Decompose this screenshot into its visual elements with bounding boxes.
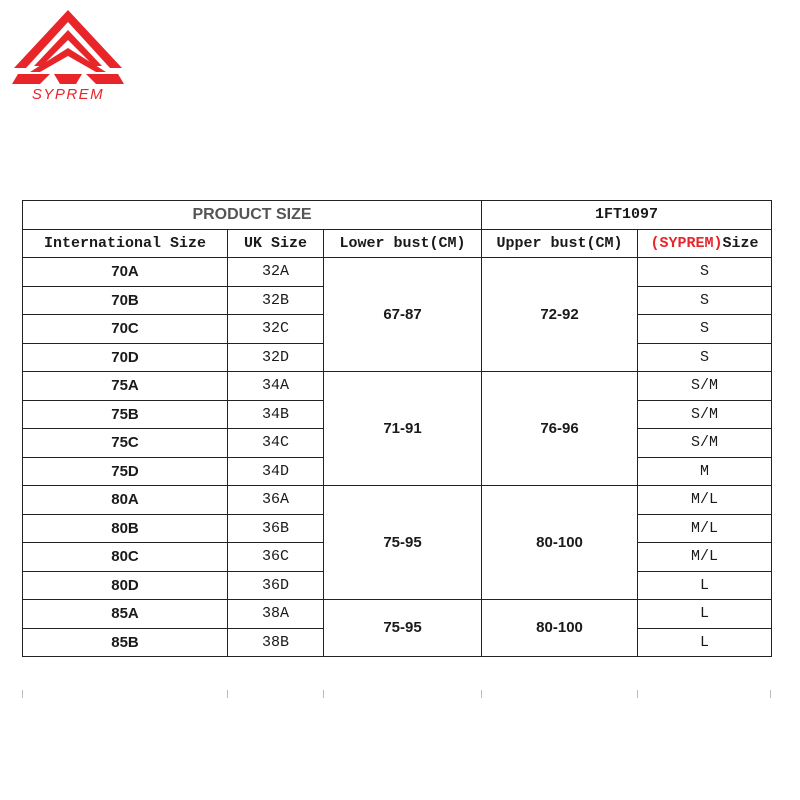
brand-logo	[10, 8, 126, 104]
upper-bust-cell: 80-100	[482, 600, 638, 657]
product-code: 1FT1097	[482, 201, 772, 230]
international-size-cell: 80B	[23, 514, 228, 543]
international-size-cell: 85B	[23, 628, 228, 657]
header-brand-size	[638, 229, 772, 258]
table-row	[23, 258, 772, 287]
brand-size-cell: M	[638, 457, 772, 486]
international-size-cell: 80D	[23, 571, 228, 600]
lower-bust-cell: 75-95	[324, 486, 482, 600]
brand-size-cell: S/M	[638, 372, 772, 401]
logo-text: SYPREM	[31, 86, 105, 103]
size-chart-table	[22, 200, 772, 657]
uk-size-cell: 34B	[228, 400, 324, 429]
uk-size-cell: 34D	[228, 457, 324, 486]
divider-tick	[22, 690, 23, 698]
brand-size-cell: S	[638, 343, 772, 372]
divider-tick	[323, 690, 324, 698]
title-row	[23, 201, 772, 230]
header-international-size: International Size	[23, 229, 228, 258]
divider-tick	[227, 690, 228, 698]
table-row	[23, 486, 772, 515]
header-brand: (SYPREM)	[650, 234, 723, 252]
international-size-cell: 80C	[23, 543, 228, 572]
lower-bust-cell: 67-87	[324, 258, 482, 372]
international-size-cell: 75D	[23, 457, 228, 486]
divider-tick	[481, 690, 482, 698]
brand-size-cell: M/L	[638, 486, 772, 515]
header-upper-bust: Upper bust(CM)	[482, 229, 638, 258]
header-lower-bust: Lower bust(CM)	[324, 229, 482, 258]
uk-size-cell: 36C	[228, 543, 324, 572]
upper-bust-cell: 80-100	[482, 486, 638, 600]
uk-size-cell: 32A	[228, 258, 324, 287]
international-size-cell: 75C	[23, 429, 228, 458]
brand-size-cell: M/L	[638, 514, 772, 543]
uk-size-cell: 32B	[228, 286, 324, 315]
uk-size-cell: 38A	[228, 600, 324, 629]
international-size-cell: 70A	[23, 258, 228, 287]
upper-bust-cell: 72-92	[482, 258, 638, 372]
table-row	[23, 600, 772, 629]
lower-bust-cell: 75-95	[324, 600, 482, 657]
upper-bust-cell: 76-96	[482, 372, 638, 486]
uk-size-cell: 32D	[228, 343, 324, 372]
international-size-cell: 85A	[23, 600, 228, 629]
brand-size-cell: L	[638, 600, 772, 629]
header-row	[23, 229, 772, 258]
divider-tick	[637, 690, 638, 698]
brand-size-cell: M/L	[638, 543, 772, 572]
uk-size-cell: 34A	[228, 372, 324, 401]
uk-size-cell: 32C	[228, 315, 324, 344]
table-row	[23, 372, 772, 401]
uk-size-cell: 38B	[228, 628, 324, 657]
uk-size-cell: 36B	[228, 514, 324, 543]
product-size-title: PRODUCT SIZE	[23, 201, 482, 230]
logo-mark	[10, 8, 126, 88]
header-size: Size	[722, 234, 759, 252]
uk-size-cell: 34C	[228, 429, 324, 458]
uk-size-cell: 36D	[228, 571, 324, 600]
brand-size-cell: S	[638, 258, 772, 287]
brand-size-cell: L	[638, 571, 772, 600]
divider-tick	[770, 690, 771, 698]
international-size-cell: 80A	[23, 486, 228, 515]
brand-size-cell: S	[638, 286, 772, 315]
header-uk-size: UK Size	[228, 229, 324, 258]
brand-size-cell: L	[638, 628, 772, 657]
brand-size-cell: S/M	[638, 429, 772, 458]
uk-size-cell: 36A	[228, 486, 324, 515]
international-size-cell: 70B	[23, 286, 228, 315]
lower-bust-cell: 71-91	[324, 372, 482, 486]
brand-size-cell: S	[638, 315, 772, 344]
international-size-cell: 75B	[23, 400, 228, 429]
international-size-cell: 70C	[23, 315, 228, 344]
brand-size-cell: S/M	[638, 400, 772, 429]
international-size-cell: 75A	[23, 372, 228, 401]
international-size-cell: 70D	[23, 343, 228, 372]
